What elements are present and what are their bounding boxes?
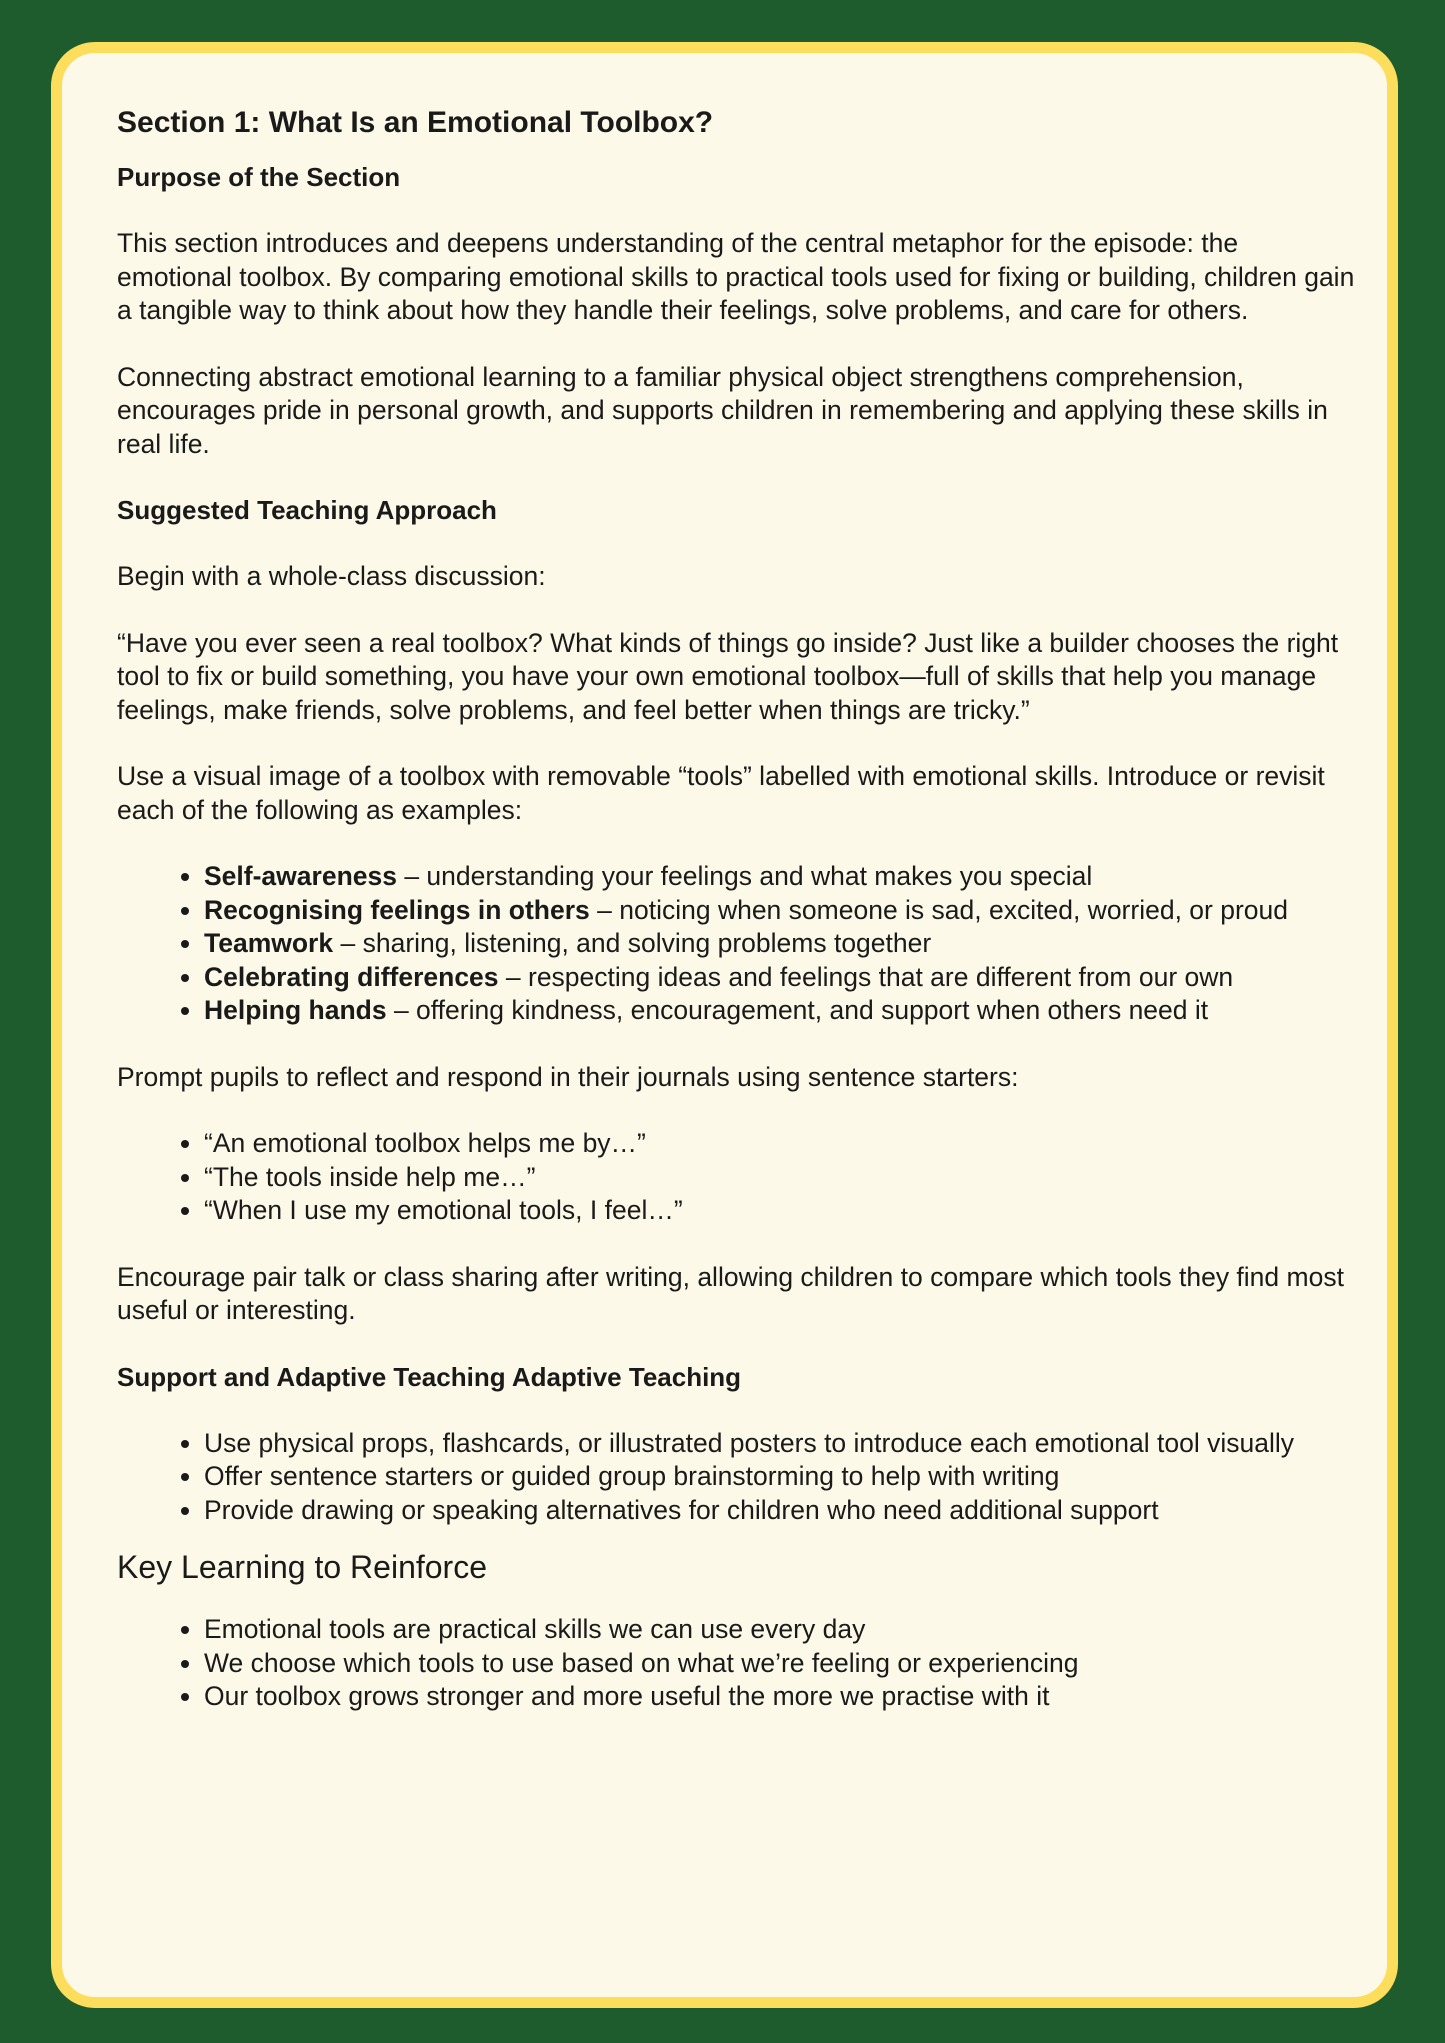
list-item: • Our toolbox grows stronger and more useful the more we practise with it <box>204 1680 1357 1714</box>
tool-term: Self-awareness <box>204 861 397 891</box>
tool-desc: – respecting ideas and feelings that are different from our own <box>498 961 1234 992</box>
list-item: • “When I use my emotional tools, I feel…” <box>204 1194 1357 1228</box>
page-title: Section 1: What Is an Emotional Toolbox? <box>117 106 714 139</box>
list-item: • We choose which tools to use based on what we’re feeling or experiencing <box>204 1647 1357 1681</box>
journal-prompt: Prompt pupils to reflect and respond in their journals using sentence starters: <box>117 1061 1019 1092</box>
purpose-paragraph: This section introduces and deepens understanding of the central metaphor for the episode: the emotional toolbox. By comparing emotional skills to practical tools used for fixing or building, children gain a tangible way to think about how they handle their feelings, solve problems, and care for others. <box>117 228 1355 325</box>
list-item <box>204 961 1357 995</box>
key-learning-heading: Key Learning to Reinforce <box>117 1549 487 1585</box>
visual-instruction: Use a visual image of a toolbox with removable “tools” labelled with emotional skills. Introduce or revisit each of the following as examples: <box>117 761 1325 825</box>
list-item: • Offer sentence starters or guided group brainstorming to help with writing <box>204 1460 1357 1494</box>
tool-term: Recognising feelings in others <box>204 894 590 925</box>
document-content <box>117 105 1357 1714</box>
list-item: • “An emotional toolbox helps me by…” <box>204 1127 1357 1161</box>
approach-heading: Suggested Teaching Approach <box>117 495 497 525</box>
tool-desc: – offering kindness, encouragement, and support when others need it <box>386 995 1209 1025</box>
tool-desc: – sharing, listening, and solving problems together <box>333 928 932 958</box>
list-item <box>204 927 1357 961</box>
list-item <box>204 860 1357 894</box>
support-list <box>117 1427 1357 1528</box>
list-item <box>204 994 1357 1028</box>
tool-term: Helping hands <box>204 995 387 1025</box>
tool-term: Teamwork <box>204 928 334 958</box>
approach-intro: Begin with a whole-class discussion: <box>117 561 546 591</box>
support-heading: Support and Adaptive Teaching Adaptive Teaching <box>117 1361 742 1392</box>
list-item: • Provide drawing or speaking alternatives for children who need additional support <box>204 1494 1357 1528</box>
purpose-heading: Purpose of the Section <box>117 162 401 192</box>
list-item: • Emotional tools are practical skills we can use every day <box>204 1613 1357 1647</box>
list-item: • “The tools inside help me…” <box>204 1161 1357 1195</box>
approach-quote: “Have you ever seen a real toolbox? What kinds of things go inside? Just like a builder chooses the right tool to fix or build something, you have your own emotional toolbox—full of skills that help you manage feelings, make friends, solve problems, and feel better when things are tricky.” <box>117 627 1339 725</box>
starters-list <box>117 1127 1357 1228</box>
list-item <box>204 894 1357 928</box>
tool-desc: – noticing when someone is sad, excited, worried, or proud <box>589 894 1288 925</box>
closing-paragraph: Encourage pair talk or class sharing after writing, allowing children to compare which tools they find most useful or interesting. <box>117 1261 1344 1325</box>
tools-list <box>117 860 1357 1028</box>
purpose-paragraph: Connecting abstract emotional learning to a familiar physical object strengthens comprehension, encourages pride in personal growth, and supports children in remembering and applying these skills in real life. <box>117 361 1328 459</box>
key-learning-list <box>117 1613 1357 1714</box>
list-item: • Use physical props, flashcards, or illustrated posters to introduce each emotional tool visually <box>204 1427 1357 1461</box>
tool-term: Celebrating differences <box>204 961 499 992</box>
content-card <box>51 42 1398 2008</box>
tool-desc: – understanding your feelings and what makes you special <box>396 861 1093 891</box>
